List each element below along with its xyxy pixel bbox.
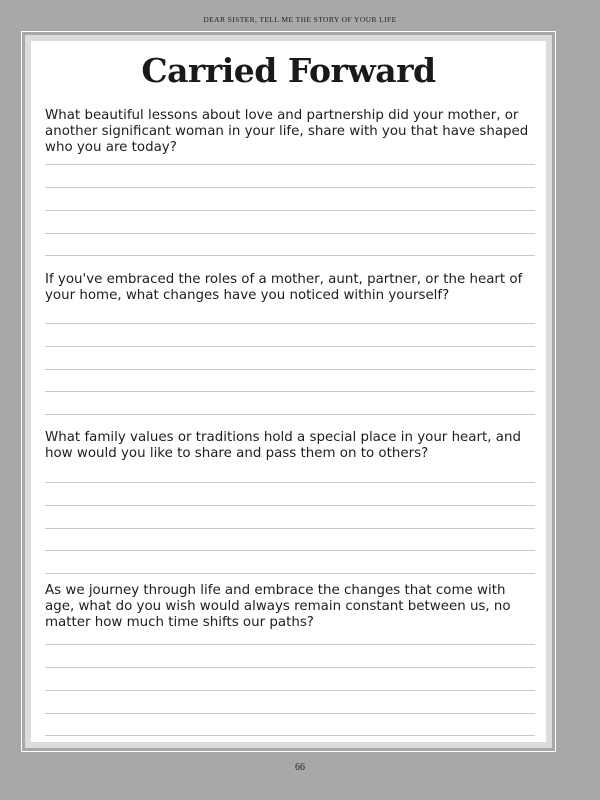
page-number: 66 — [295, 762, 305, 773]
journal-page — [31, 41, 546, 742]
answer-line[interactable] — [45, 323, 535, 324]
answer-line[interactable] — [45, 210, 535, 211]
answer-line[interactable] — [45, 573, 535, 574]
answer-line[interactable] — [45, 164, 535, 165]
question-1: What beautiful lessons about love and partnership did your mother, or another significant woman in your life, share with you that have shaped who you are today? — [45, 108, 529, 155]
answer-line[interactable] — [45, 505, 535, 506]
answer-line[interactable] — [45, 482, 535, 483]
question-3: What family values or traditions hold a special place in your heart, and how would you like to share and pass them on to others? — [45, 430, 521, 461]
question-2: If you've embraced the roles of a mother, aunt, partner, or the heart of your home, what changes have you noticed within yourself? — [45, 272, 523, 303]
answer-line[interactable] — [45, 391, 535, 392]
answer-line[interactable] — [45, 255, 535, 256]
answer-line[interactable] — [45, 667, 535, 668]
answer-line[interactable] — [45, 644, 535, 645]
answer-line[interactable] — [45, 414, 535, 415]
answer-line[interactable] — [45, 369, 535, 370]
answer-line[interactable] — [45, 233, 535, 234]
answer-line[interactable] — [45, 735, 535, 736]
question-4: As we journey through life and embrace the changes that come with age, what do you wish would always remain constant between us, no matter how much time shifts our paths? — [45, 583, 511, 630]
running-header: DEAR SISTER, TELL ME THE STORY OF YOUR LIFE — [203, 15, 397, 24]
answer-line[interactable] — [45, 528, 535, 529]
answer-line[interactable] — [45, 550, 535, 551]
answer-line[interactable] — [45, 690, 535, 691]
answer-line[interactable] — [45, 713, 535, 714]
answer-line[interactable] — [45, 187, 535, 188]
page-title: Carried Forward — [141, 51, 436, 90]
answer-line[interactable] — [45, 346, 535, 347]
